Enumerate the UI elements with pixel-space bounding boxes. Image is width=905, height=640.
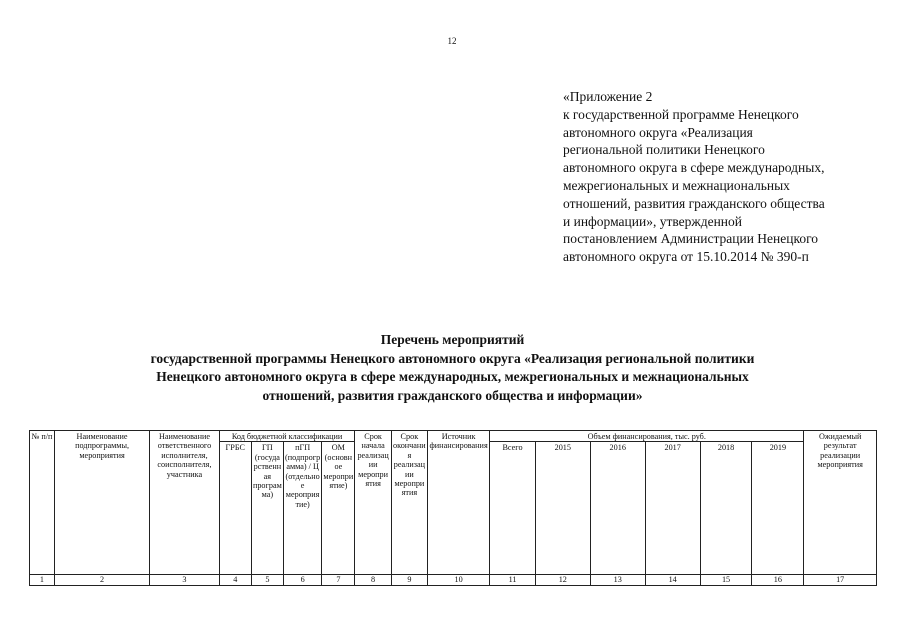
- page-number: 12: [447, 36, 457, 46]
- header-expected-result: Ожидаемый результат реализации мероприятия: [804, 431, 877, 575]
- header-budget-classification: Код бюджетной классификации: [219, 431, 355, 442]
- appendix-line: постановлением Администрации Ненецкого: [563, 231, 819, 247]
- header-funding-volume: Объем финансирования, тыс. руб.: [490, 431, 804, 442]
- appendix-line: отношений, развития гражданского общества: [563, 195, 825, 211]
- appendix-line: автономного округа от 15.10.2014 № 390-п: [563, 249, 809, 265]
- column-number: 11: [490, 575, 536, 585]
- column-number: 3: [150, 575, 219, 585]
- column-number: 16: [752, 575, 804, 585]
- subheader-2017: 2017: [645, 442, 700, 575]
- title-line: государственной программы Ненецкого автономного округа «Реализация региональной политики: [150, 350, 755, 366]
- subheader-gp: ГП (государственная программа): [251, 442, 283, 575]
- appendix-line: автономного округа в сфере международных,: [563, 160, 825, 176]
- column-number: 13: [590, 575, 645, 585]
- appendix-line: к государственной программе Ненецкого: [563, 106, 799, 122]
- column-number: 9: [391, 575, 427, 585]
- column-number: 1: [30, 575, 55, 585]
- header-end-date: Срок окончания реализации мероприятия: [391, 431, 427, 575]
- subheader-grbs: ГРБС: [219, 442, 251, 575]
- activities-table: [29, 430, 877, 586]
- title-line: отношений, развития гражданского общества и информации»: [262, 387, 643, 403]
- appendix-line: «Приложение 2: [563, 89, 653, 104]
- column-number: 7: [322, 575, 355, 585]
- column-number: 10: [428, 575, 490, 585]
- subheader-2015: 2015: [535, 442, 590, 575]
- column-number: 8: [355, 575, 391, 585]
- title-line: Ненецкого автономного округа в сфере международных, межрегиональных и межнациональных: [156, 369, 749, 384]
- title-line: Перечень мероприятий: [380, 332, 525, 347]
- column-number: 5: [251, 575, 283, 585]
- appendix-line: межрегиональных и межнациональных: [563, 177, 790, 193]
- header-start-date: Срок начала реализации мероприятия: [355, 431, 391, 575]
- column-number: 15: [700, 575, 752, 585]
- appendix-line: и информации», утвержденной: [563, 213, 743, 229]
- appendix-line: автономного округа «Реализация: [563, 124, 753, 140]
- document-title: [0, 331, 905, 405]
- appendix-note: [563, 88, 883, 266]
- subheader-pgp: пГП (подпрограмма) / Ц (отдельное мероприятие): [283, 442, 321, 575]
- header-num: № п/п: [30, 431, 55, 575]
- column-number: 4: [219, 575, 251, 585]
- column-number: 14: [645, 575, 700, 585]
- table-header-row: [30, 431, 877, 442]
- subheader-2018: 2018: [700, 442, 752, 575]
- header-name: Наименование подпрограммы, мероприятия: [54, 431, 149, 575]
- subheader-om: ОМ (основное мероприятие): [322, 442, 355, 575]
- column-number: 2: [54, 575, 149, 585]
- column-number-row: [30, 575, 877, 585]
- header-funding-source: Источник финансирования: [428, 431, 490, 575]
- subheader-2016: 2016: [590, 442, 645, 575]
- column-number: 12: [535, 575, 590, 585]
- header-executor: Наименование ответственного исполнителя, соисполнителя, участника: [150, 431, 219, 575]
- subheader-2019: 2019: [752, 442, 804, 575]
- appendix-line: региональной политики Ненецкого: [563, 142, 765, 158]
- column-number: 17: [804, 575, 877, 585]
- column-number: 6: [283, 575, 321, 585]
- subheader-total: Всего: [490, 442, 536, 575]
